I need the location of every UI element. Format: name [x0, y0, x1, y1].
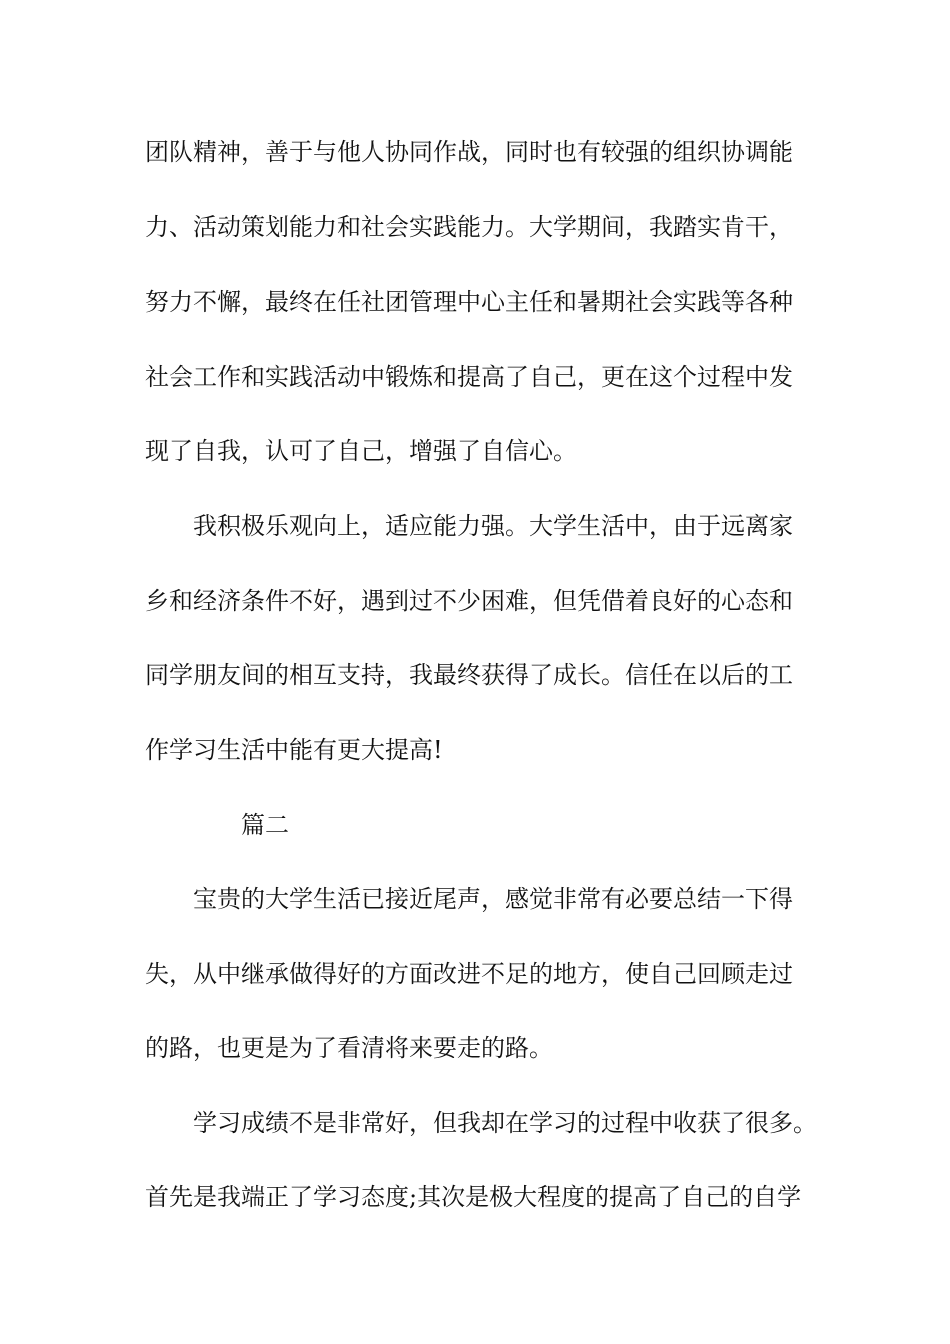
- text-line: 社会工作和实践活动中锻炼和提高了自己，更在这个过程中发: [145, 363, 793, 391]
- text-line: 现了自我，认可了自己，增强了自信心。: [145, 437, 577, 465]
- text-line: 乡和经济条件不好，遇到过不少困难，但凭借着良好的心态和: [145, 587, 793, 615]
- text-line: 首先是我端正了学习态度;其次是极大程度的提高了自己的自学: [145, 1183, 802, 1211]
- paragraph-first-line: 学习成绩不是非常好，但我却在学习的过程中收获了很多。: [193, 1109, 817, 1137]
- text-line: 作学习生活中能有更大提高!: [145, 736, 443, 764]
- section-heading: 篇二: [241, 811, 289, 839]
- text-line: 的路，也更是为了看清将来要走的路。: [145, 1034, 553, 1062]
- text-line: 失，从中继承做得好的方面改进不足的地方，使自己回顾走过: [145, 960, 793, 988]
- text-line: 同学朋友间的相互支持，我最终获得了成长。信任在以后的工: [145, 661, 793, 689]
- paragraph-first-line: 宝贵的大学生活已接近尾声，感觉非常有必要总结一下得: [193, 885, 793, 913]
- paragraph-first-line: 我积极乐观向上，适应能力强。大学生活中，由于远离家: [193, 512, 793, 540]
- text-line: 力、活动策划能力和社会实践能力。大学期间，我踏实肯干，: [145, 213, 793, 241]
- text-line: 努力不懈，最终在任社团管理中心主任和暑期社会实践等各种: [145, 288, 793, 316]
- text-line: 团队精神，善于与他人协同作战，同时也有较强的组织协调能: [145, 138, 793, 166]
